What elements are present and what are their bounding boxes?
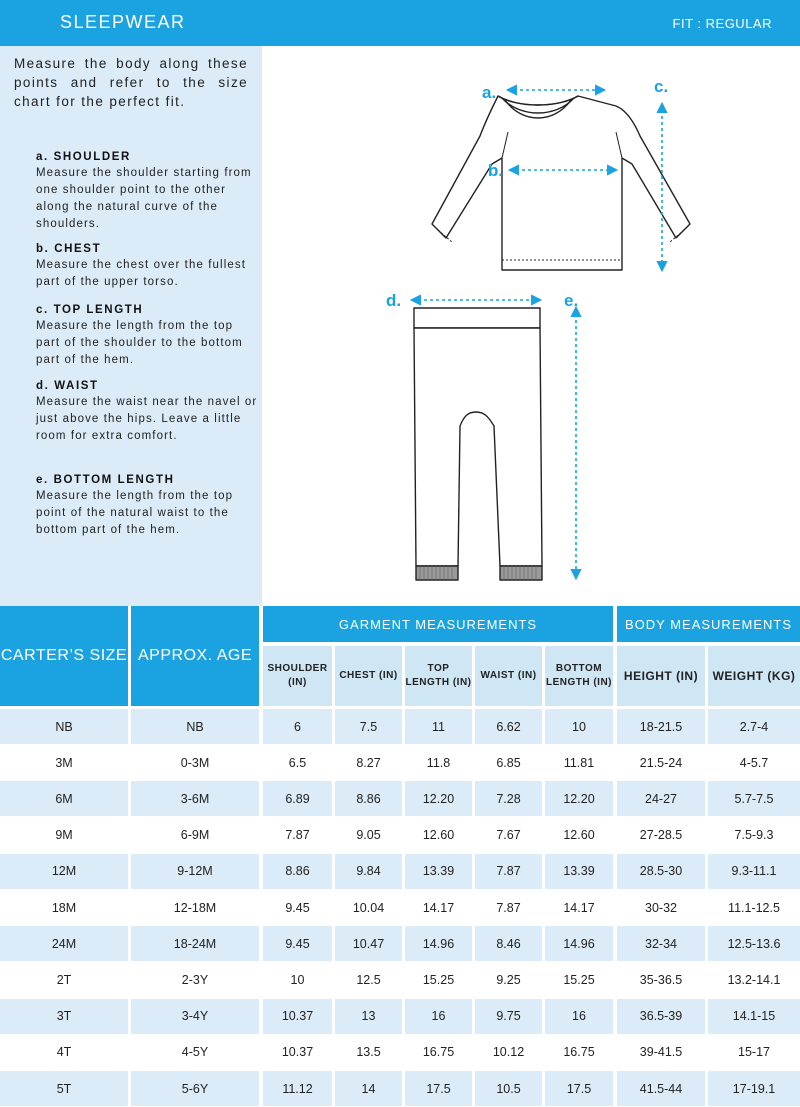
top-length-cell: 16.75 xyxy=(405,1035,472,1070)
age-cell: NB xyxy=(131,709,259,744)
fit-label: FIT : REGULAR xyxy=(672,16,772,31)
waist-cell: 6.85 xyxy=(475,745,542,780)
label-c: c. xyxy=(654,77,669,96)
measure-item-shoulder xyxy=(36,150,258,233)
shirt-illustration xyxy=(432,96,690,286)
shoulder-cell: 6.89 xyxy=(263,781,332,816)
height-cell: 30-32 xyxy=(617,890,705,925)
shoulder-cell: 8.86 xyxy=(263,854,332,889)
waist-cell: 7.87 xyxy=(475,890,542,925)
shoulder-cell: 7.87 xyxy=(263,818,332,853)
bottom-length-cell: 17.5 xyxy=(545,1071,613,1106)
chest-cell: 13 xyxy=(335,999,402,1034)
measure-desc: Measure the waist near the navel or just above the hips. Leave a little room for extra comfort. xyxy=(36,396,258,442)
chest-cell: 14 xyxy=(335,1071,402,1106)
chest-cell: 10.47 xyxy=(335,926,402,961)
top-length-cell: 14.96 xyxy=(405,926,472,961)
garment-diagram xyxy=(262,46,800,606)
bottom-length-header: BOTTOM LENGTH (IN) xyxy=(545,646,613,706)
intro-text: Measure the body along these points and refer to the size chart for the perfect fit. xyxy=(14,56,248,109)
size-cell: 12M xyxy=(0,854,128,889)
age-cell: 0-3M xyxy=(131,745,259,780)
label-e: e. xyxy=(564,291,579,310)
waist-cell: 8.46 xyxy=(475,926,542,961)
table-row xyxy=(0,854,800,890)
waist-header: WAIST (IN) xyxy=(475,646,542,706)
chest-cell: 10.04 xyxy=(335,890,402,925)
garment-measurements-header: GARMENT MEASUREMENTS xyxy=(263,606,613,642)
age-cell: 4-5Y xyxy=(131,1035,259,1070)
weight-cell: 13.2-14.1 xyxy=(708,962,800,997)
size-column-header: CARTER’S SIZE xyxy=(0,606,128,706)
chest-cell: 12.5 xyxy=(335,962,402,997)
chest-header: CHEST (IN) xyxy=(335,646,402,706)
waist-cell: 10.5 xyxy=(475,1071,542,1106)
chest-cell: 13.5 xyxy=(335,1035,402,1070)
height-cell: 32-34 xyxy=(617,926,705,961)
measure-instructions-panel xyxy=(0,46,262,606)
measure-item-waist xyxy=(36,379,258,445)
measure-desc: Measure the shoulder starting from one shoulder point to the other along the natural curve of the shoulders. xyxy=(36,167,252,230)
size-cell: 3T xyxy=(0,999,128,1034)
bottom-length-cell: 12.60 xyxy=(545,818,613,853)
size-cell: NB xyxy=(0,709,128,744)
bottom-length-cell: 12.20 xyxy=(545,781,613,816)
shoulder-cell: 10 xyxy=(263,962,332,997)
size-cell: 4T xyxy=(0,1035,128,1070)
shoulder-cell: 10.37 xyxy=(263,1035,332,1070)
measure-item-chest xyxy=(36,242,258,291)
measure-title: c. TOP LENGTH xyxy=(36,304,144,316)
bottom-length-cell: 16.75 xyxy=(545,1035,613,1070)
pants-illustration xyxy=(414,308,542,580)
shoulder-cell: 9.45 xyxy=(263,926,332,961)
table-row xyxy=(0,745,800,781)
bottom-length-cell: 15.25 xyxy=(545,962,613,997)
size-cell: 24M xyxy=(0,926,128,961)
age-cell: 6-9M xyxy=(131,818,259,853)
weight-cell: 2.7-4 xyxy=(708,709,800,744)
weight-cell: 15-17 xyxy=(708,1035,800,1070)
waist-cell: 9.75 xyxy=(475,999,542,1034)
height-cell: 24-27 xyxy=(617,781,705,816)
measure-title: d. WAIST xyxy=(36,380,99,392)
chest-cell: 8.86 xyxy=(335,781,402,816)
shoulder-cell: 11.12 xyxy=(263,1071,332,1106)
age-cell: 9-12M xyxy=(131,854,259,889)
bottom-length-cell: 10 xyxy=(545,709,613,744)
waist-cell: 6.62 xyxy=(475,709,542,744)
size-cell: 9M xyxy=(0,818,128,853)
top-length-header: TOP LENGTH (IN) xyxy=(405,646,472,706)
label-a: a. xyxy=(482,83,497,102)
waist-cell: 9.25 xyxy=(475,962,542,997)
height-cell: 39-41.5 xyxy=(617,1035,705,1070)
height-cell: 36.5-39 xyxy=(617,999,705,1034)
top-length-cell: 11 xyxy=(405,709,472,744)
top-length-cell: 11.8 xyxy=(405,745,472,780)
weight-cell: 11.1-12.5 xyxy=(708,890,800,925)
measure-title: e. BOTTOM LENGTH xyxy=(36,474,175,486)
height-cell: 18-21.5 xyxy=(617,709,705,744)
weight-cell: 5.7-7.5 xyxy=(708,781,800,816)
bottom-length-cell: 14.17 xyxy=(545,890,613,925)
size-chart-table xyxy=(0,606,800,1096)
chest-cell: 9.84 xyxy=(335,854,402,889)
chest-cell: 7.5 xyxy=(335,709,402,744)
measure-title: b. CHEST xyxy=(36,243,102,255)
top-length-cell: 16 xyxy=(405,999,472,1034)
size-cell: 6M xyxy=(0,781,128,816)
shoulder-cell: 10.37 xyxy=(263,999,332,1034)
top-length-cell: 17.5 xyxy=(405,1071,472,1106)
label-b: b. xyxy=(488,161,504,180)
bottom-length-cell: 16 xyxy=(545,999,613,1034)
size-cell: 2T xyxy=(0,962,128,997)
chest-cell: 8.27 xyxy=(335,745,402,780)
size-cell: 18M xyxy=(0,890,128,925)
waist-cell: 7.28 xyxy=(475,781,542,816)
weight-cell: 4-5.7 xyxy=(708,745,800,780)
measure-desc: Measure the chest over the fullest part of the upper torso. xyxy=(36,259,246,288)
weight-cell: 7.5-9.3 xyxy=(708,818,800,853)
measure-desc: Measure the length from the top point of the natural waist to the bottom part of the hem. xyxy=(36,490,234,536)
measure-title: a. SHOULDER xyxy=(36,151,131,163)
height-header: HEIGHT (IN) xyxy=(617,646,705,706)
table-row xyxy=(0,1071,800,1107)
garment-illustrations xyxy=(262,46,800,606)
height-cell: 21.5-24 xyxy=(617,745,705,780)
top-length-cell: 12.60 xyxy=(405,818,472,853)
table-row xyxy=(0,926,800,962)
waist-cell: 10.12 xyxy=(475,1035,542,1070)
top-length-cell: 15.25 xyxy=(405,962,472,997)
table-row xyxy=(0,962,800,998)
top-length-cell: 14.17 xyxy=(405,890,472,925)
shoulder-cell: 6.5 xyxy=(263,745,332,780)
bottom-length-cell: 13.39 xyxy=(545,854,613,889)
age-cell: 12-18M xyxy=(131,890,259,925)
measure-item-top-length xyxy=(36,303,258,369)
table-row xyxy=(0,890,800,926)
top-length-cell: 13.39 xyxy=(405,854,472,889)
measure-desc: Measure the length from the top part of the shoulder to the bottom part of the hem. xyxy=(36,320,243,366)
measure-item-bottom-length xyxy=(36,473,258,539)
table-row xyxy=(0,781,800,817)
bottom-length-cell: 14.96 xyxy=(545,926,613,961)
chest-cell: 9.05 xyxy=(335,818,402,853)
page-header xyxy=(0,0,800,46)
height-cell: 35-36.5 xyxy=(617,962,705,997)
age-cell: 3-6M xyxy=(131,781,259,816)
bottom-length-cell: 11.81 xyxy=(545,745,613,780)
shoulder-cell: 6 xyxy=(263,709,332,744)
table-row xyxy=(0,709,800,745)
size-cell: 5T xyxy=(0,1071,128,1106)
weight-cell: 17-19.1 xyxy=(708,1071,800,1106)
age-cell: 3-4Y xyxy=(131,999,259,1034)
height-cell: 41.5-44 xyxy=(617,1071,705,1106)
weight-header: WEIGHT (KG) xyxy=(708,646,800,706)
age-cell: 2-3Y xyxy=(131,962,259,997)
table-row xyxy=(0,999,800,1035)
weight-cell: 12.5-13.6 xyxy=(708,926,800,961)
age-column-header: APPROX. AGE xyxy=(131,606,259,706)
shoulder-cell: 9.45 xyxy=(263,890,332,925)
height-cell: 28.5-30 xyxy=(617,854,705,889)
shoulder-header: SHOULDER (IN) xyxy=(263,646,332,706)
table-row xyxy=(0,818,800,854)
table-row xyxy=(0,1035,800,1071)
page-title: SLEEPWEAR xyxy=(60,12,186,32)
height-cell: 27-28.5 xyxy=(617,818,705,853)
label-d: d. xyxy=(386,291,402,310)
waist-cell: 7.87 xyxy=(475,854,542,889)
top-length-cell: 12.20 xyxy=(405,781,472,816)
weight-cell: 14.1-15 xyxy=(708,999,800,1034)
age-cell: 18-24M xyxy=(131,926,259,961)
waist-cell: 7.67 xyxy=(475,818,542,853)
body-measurements-header: BODY MEASUREMENTS xyxy=(617,606,800,642)
age-cell: 5-6Y xyxy=(131,1071,259,1106)
weight-cell: 9.3-11.1 xyxy=(708,854,800,889)
size-cell: 3M xyxy=(0,745,128,780)
